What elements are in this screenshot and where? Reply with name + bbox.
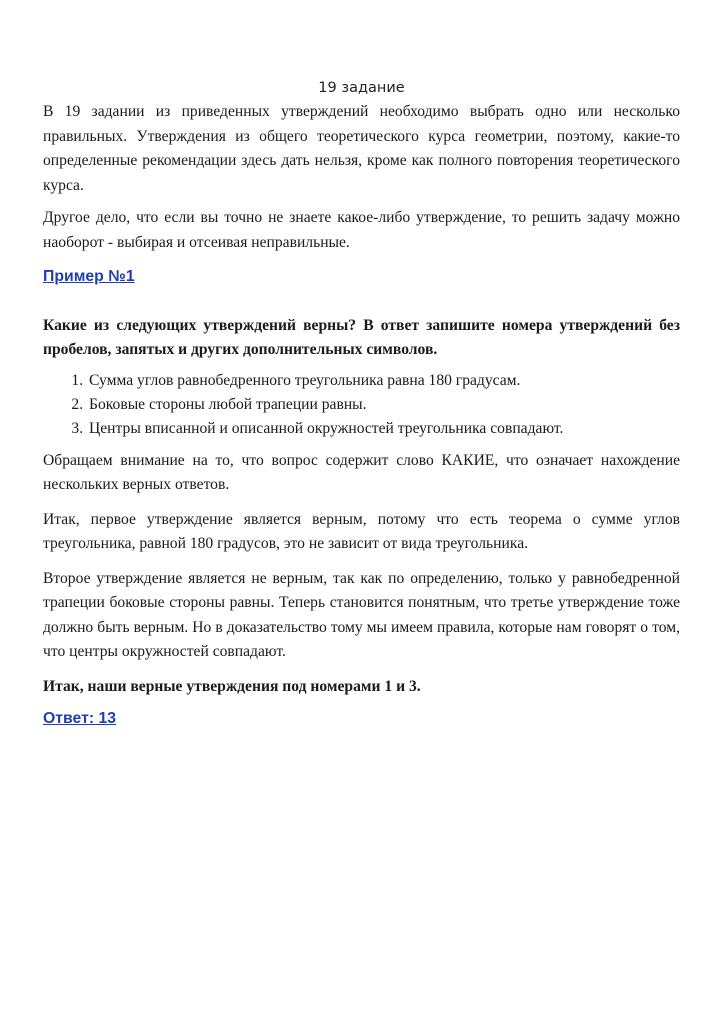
list-item: 1. Сумма углов равнобедренного треугольника равна 180 градусам. <box>87 369 680 393</box>
second-explanation-paragraph: Второе утверждение является не верным, так как по определению, только у равнобедренной трапеции боковые стороны равны. Теперь становится понятным, что третье утверждение тоже должно быть верным. Но в доказательство тому мы имеем правила, которые нам говорят о том, что центры окружностей совпадают. <box>43 569 680 660</box>
conclusion-text: Итак, наши верные утверждения под номерами 1 и 3. <box>43 677 421 695</box>
first-explanation-paragraph: Итак, первое утверждение является верным, потому что есть теорема о сумме углов треугольника, равной 180 градусов, это не зависит от вида треугольника. <box>43 510 680 552</box>
alternative-paragraph: Другое дело, что если вы точно не знаете какое-либо утверждение, то решить задачу можно наоборот - выбирая и отсеивая неправильные. <box>43 209 680 251</box>
intro-paragraph: В 19 задании из приведенных утверждений необходимо выбрать одно или несколько правильных. Утверждения из общего теоретического курса геометрии, поэтому, какие-то определенные рекомендации здесь дать нельзя, кроме как полного повторения теоретического курса. <box>43 103 680 194</box>
list-item: 3. Центры вписанной и описанной окружностей треугольника совпадают. <box>87 417 680 441</box>
statements-list <box>43 369 680 441</box>
answer-link[interactable]: Ответ: 13 <box>43 710 117 727</box>
attention-paragraph: Обращаем внимание на то, что вопрос содержит слово КАКИЕ, что означает нахождение нескольких верных ответов. <box>43 451 680 493</box>
example-link[interactable]: Пример №1 <box>43 268 135 285</box>
list-item: 2. Боковые стороны любой трапеции равны. <box>87 393 680 417</box>
question-text: Какие из следующих утверждений верны? В ответ запишите номера утверждений без пробелов, запятых и других дополнительных символов. <box>43 316 680 358</box>
page-title: 19 задание <box>318 80 405 96</box>
